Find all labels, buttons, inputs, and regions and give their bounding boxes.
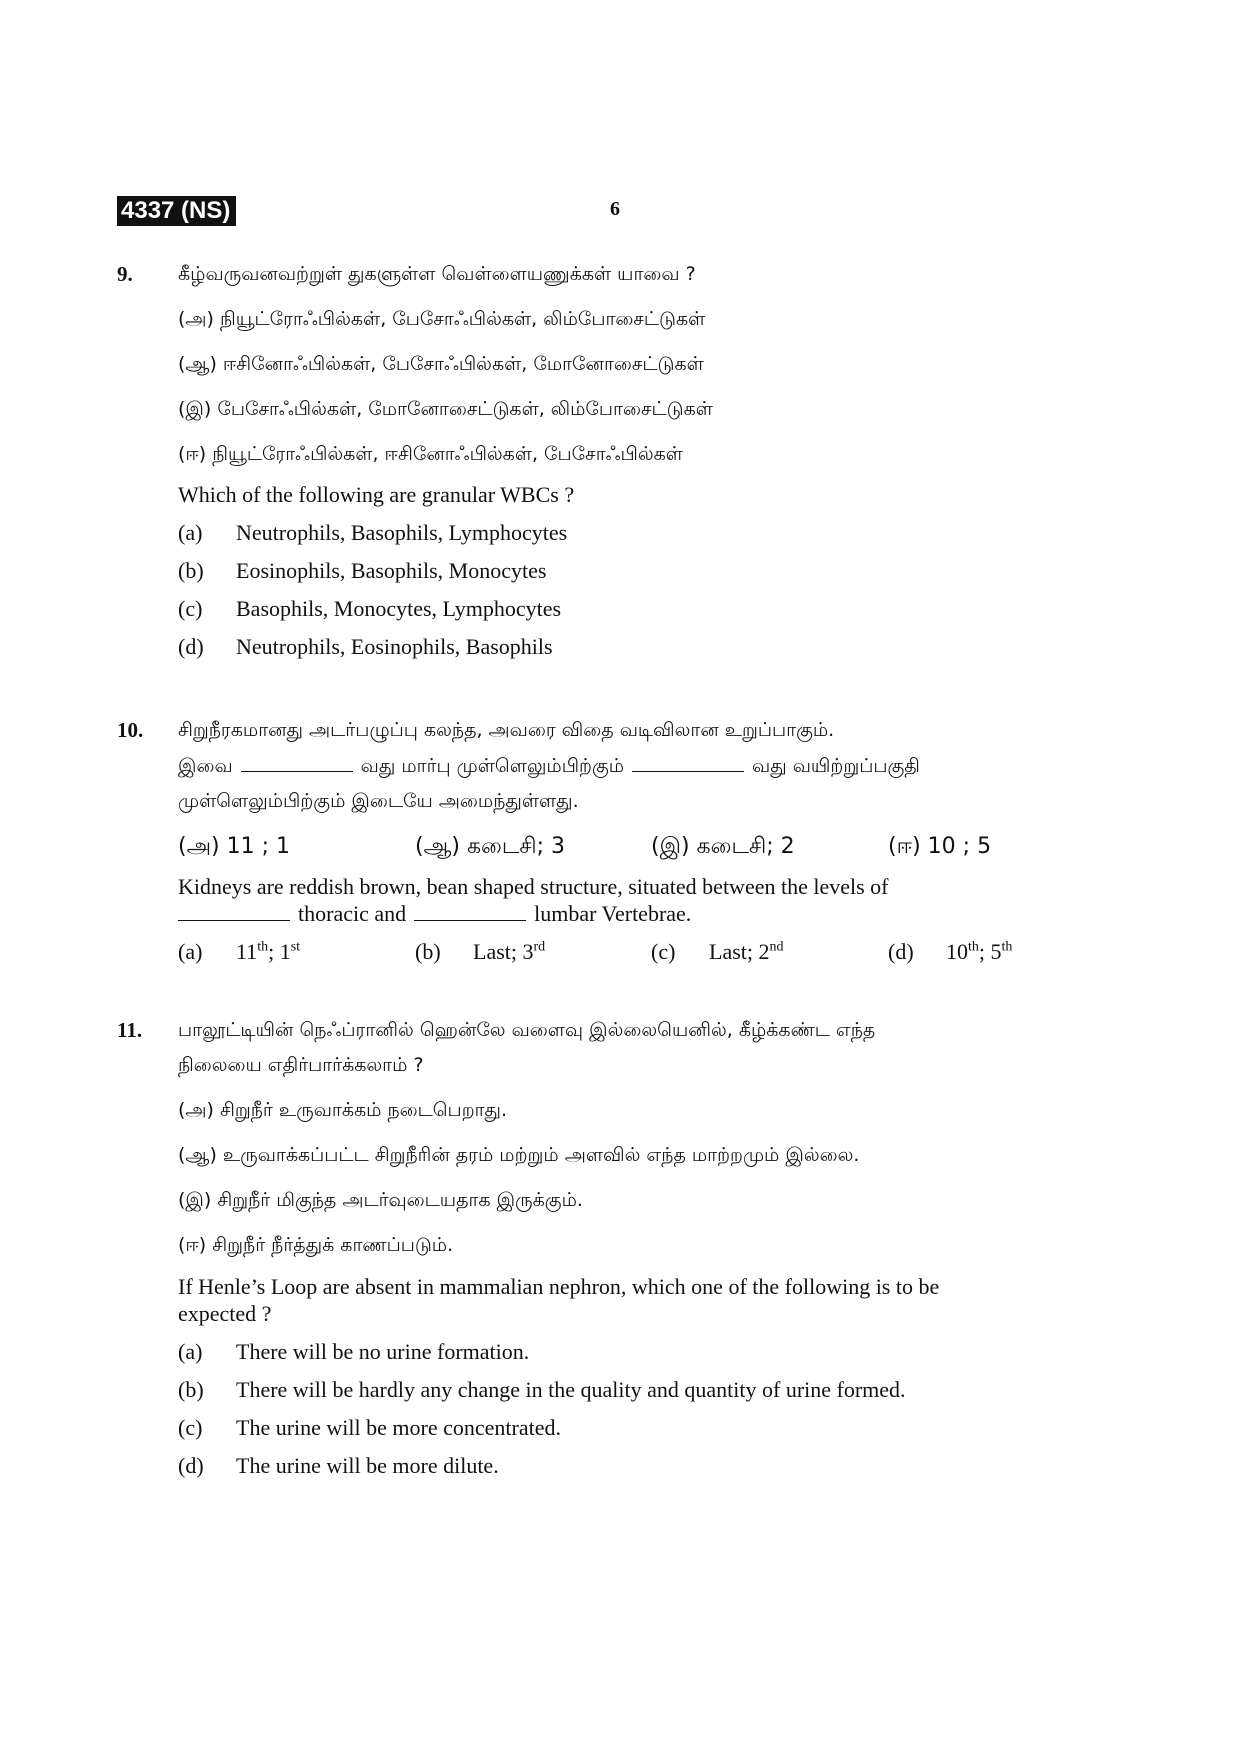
option-superscript: th (968, 939, 979, 955)
q10-tamil-stem-line-3: முள்ளெலும்பிற்கும் இடையே அமைந்துள்ளது. (178, 790, 579, 812)
q9-english-stem: Which of the following are granular WBCs ? (178, 482, 575, 507)
q9-option-b (178, 554, 546, 588)
fill-blank (414, 900, 526, 921)
q11-tamil-option: (அ) சிறுநீர் உருவாக்கம் நடைபெறாது. (178, 1099, 508, 1121)
option-text: 10 (946, 939, 968, 964)
option-label: (a) (178, 1339, 203, 1364)
option-superscript: rd (533, 939, 546, 955)
q9-tamil-option: (அ) நியூட்ரோஃபில்கள், பேசோஃபில்கள், லிம்போசைட்டுகள் (178, 308, 706, 330)
q9-tamil-option: (ஈ) நியூட்ரோஃபில்கள், ஈசினோஃபில்கள், பேசோஃபில்கள் (178, 443, 683, 465)
option-label: (d) (888, 939, 914, 964)
q10-option-d (888, 935, 1012, 969)
q10-english-stem-line-1: Kidneys are reddish brown, bean shaped structure, situated between the levels of (178, 874, 889, 899)
q9-tamil-stem: கீழ்வருவனவற்றுள் துகளுள்ள வெள்ளையணுக்கள் யாவை ? (178, 263, 696, 285)
option-label: (b) (178, 558, 204, 583)
option-label: (c) (178, 596, 203, 621)
fill-blank (178, 900, 290, 921)
q11-option-a (178, 1335, 529, 1369)
q11-tamil-stem-line-1: பாலூட்டியின் நெஃப்ரானில் ஹென்லே வளைவு இல்லையெனில், கீழ்க்கண்ட எந்த (178, 1019, 876, 1041)
fill-blank (632, 751, 744, 772)
option-label: (b) (415, 939, 441, 964)
q11-tamil-stem-line-2: நிலையை எதிர்பார்க்கலாம் ? (178, 1054, 424, 1076)
option-text: Eosinophils, Basophils, Monocytes (236, 558, 547, 583)
q11-english-stem-line-1: If Henle’s Loop are absent in mammalian nephron, which one of the following is to be (178, 1274, 940, 1299)
q10-english-stem-line-2 (178, 897, 691, 931)
q10-tamil-part: இவை (178, 755, 233, 777)
option-text: There will be no urine formation. (236, 1339, 530, 1364)
q11-option-d (178, 1449, 499, 1483)
question-10-number: 10. (117, 718, 144, 742)
q10-tamil-part: வது வயிற்றுப்பகுதி (752, 755, 920, 777)
option-text: There will be hardly any change in the quality and quantity of urine formed. (236, 1377, 906, 1402)
option-text: The urine will be more concentrated. (236, 1415, 561, 1440)
question-9-number: 9. (117, 262, 133, 286)
q10-tamil-stem-line-1: சிறுநீரகமானது அடர்பழுப்பு கலந்த, அவரை விதை வடிவிலான உறுப்பாகும். (178, 719, 835, 741)
option-superscript: nd (769, 939, 784, 955)
option-label: (b) (178, 1377, 204, 1402)
option-label: (a) (178, 520, 203, 545)
q11-option-b (178, 1373, 906, 1407)
option-superscript: st (290, 939, 301, 955)
fill-blank (241, 751, 353, 772)
q10-english-part: thoracic and (298, 901, 407, 926)
option-text: Neutrophils, Basophils, Lymphocytes (236, 520, 568, 545)
q10-tamil-option: (ஆ) கடைசி; 3 (415, 834, 566, 859)
q10-option-a (178, 935, 300, 969)
option-label: (a) (178, 939, 203, 964)
option-text: Last; 2 (709, 939, 770, 964)
option-label: (d) (178, 634, 204, 659)
q10-tamil-option: (இ) கடைசி; 2 (651, 834, 795, 859)
option-superscript: th (1001, 939, 1013, 955)
q11-english-stem-line-2: expected ? (178, 1301, 272, 1326)
option-text: Basophils, Monocytes, Lymphocytes (236, 596, 562, 621)
q9-tamil-option: (ஆ) ஈசினோஃபில்கள், பேசோஃபில்கள், மோனோசைட்டுகள் (178, 353, 704, 375)
option-text: 11 (236, 939, 258, 964)
option-superscript: th (257, 939, 269, 955)
q9-option-a (178, 516, 567, 550)
q9-option-c (178, 592, 561, 626)
q10-tamil-part: வது மார்பு முள்ளெலும்பிற்கும் (360, 755, 625, 777)
option-text: The urine will be more dilute. (236, 1453, 499, 1478)
question-11-number: 11. (117, 1018, 143, 1042)
option-text: ; 1 (268, 939, 291, 964)
q10-option-c (651, 935, 784, 969)
q11-tamil-option: (ஈ) சிறுநீர் நீர்த்துக் காணப்படும். (178, 1234, 454, 1256)
q9-option-d (178, 630, 553, 664)
q10-english-part: lumbar Vertebrae. (534, 901, 692, 926)
option-text: ; 5 (978, 939, 1002, 964)
q11-option-c (178, 1411, 561, 1445)
q9-tamil-option: (இ) பேசோஃபில்கள், மோனோசைட்டுகள், லிம்போசைட்டுகள் (178, 398, 713, 420)
paper-code: 4337 (NS) (117, 196, 236, 226)
q10-tamil-stem-line-2 (178, 749, 920, 783)
q11-tamil-option: (இ) சிறுநீர் மிகுந்த அடர்வுடையதாக இருக்கும். (178, 1189, 583, 1211)
page-number: 6 (610, 198, 620, 220)
option-text: Neutrophils, Eosinophils, Basophils (236, 634, 553, 659)
option-label: (d) (178, 1453, 204, 1478)
option-text: Last; 3 (473, 939, 534, 964)
q10-option-b (415, 935, 545, 969)
option-label: (c) (178, 1415, 203, 1440)
q10-tamil-option: (அ) 11 ; 1 (178, 834, 290, 859)
q11-tamil-option: (ஆ) உருவாக்கப்பட்ட சிறுநீரின் தரம் மற்றும் அளவில் எந்த மாற்றமும் இல்லை. (178, 1144, 860, 1166)
q10-tamil-option: (ஈ) 10 ; 5 (888, 834, 992, 859)
option-label: (c) (651, 939, 676, 964)
